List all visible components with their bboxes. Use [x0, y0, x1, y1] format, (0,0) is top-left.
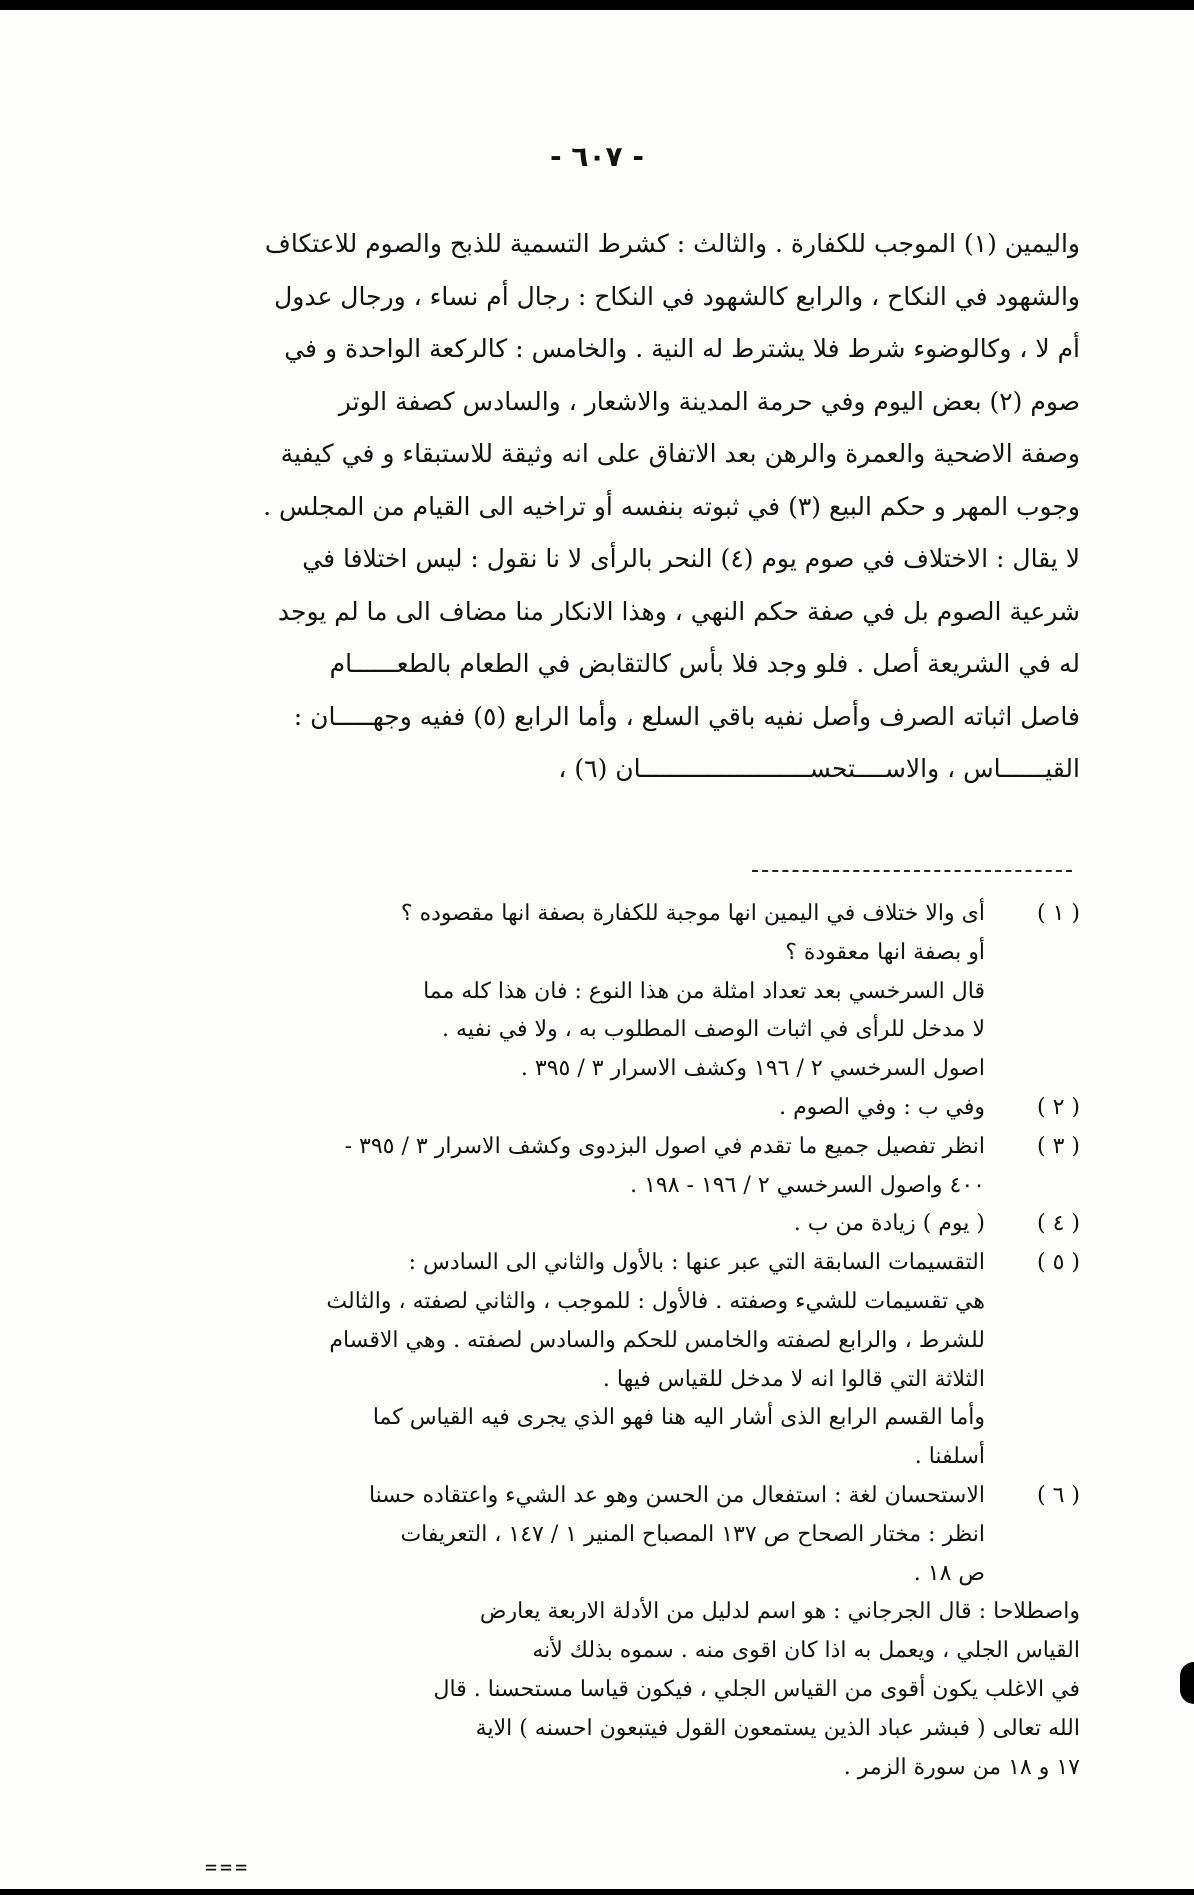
scan-edge-mark [1180, 1662, 1194, 1704]
main-text-line: صوم (٢) بعض اليوم وفي حرمة المدينة والاشعار ، والسادس كصفة الوتر [338, 386, 1080, 416]
footnote-line: الاستحسان لغة : استفعال من الحسن وهو عد الشيء واعتقاده حسنا [368, 1482, 985, 1508]
footnote-line: وفي ب : وفي الصوم . [779, 1094, 985, 1120]
footnote-number: ( ٣ ) [1037, 1133, 1080, 1159]
footnote [140, 1477, 1080, 1593]
main-text-line: وجوب المهر و حكم البيع (٣) في ثبوته بنفسه أو تراخيه الى القيام من المجلس . [263, 491, 1080, 521]
footnote-line: لا مدخل للرأى في اثبات الوصف المطلوب به ، ولا في نفيه . [442, 1017, 985, 1043]
footnote-line: أى والا ختلاف في اليمين انها موجبة للكفارة بصفة انها مقصوده ؟ [400, 901, 985, 926]
footnote-line: الثلاثة التي قالوا انه لا مدخل للقياس فيها . [602, 1366, 985, 1392]
footnote-number: ( ٥ ) [1037, 1250, 1080, 1276]
footnote-body [140, 895, 985, 1089]
main-text-line: له في الشريعة أصل . فلو وجد فلا بأس كالتقابض في الطعام بالطعــــــام [329, 649, 1080, 678]
footnote-line: هي تقسيمات للشيء وصفته . فالأول : للموجب ، والثاني لصفته ، والثالث [326, 1288, 985, 1314]
footnote-line: ١٧ و ١٨ من سورة الزمر . [843, 1754, 1080, 1780]
main-text-line: القيــــــاس ، والاســــتحســـــــــــــــــــــــان (٦) ، [558, 754, 1080, 783]
footnote-number: ( ٢ ) [1037, 1094, 1080, 1120]
footnote-body [140, 1477, 985, 1593]
scan-bottom-edge [0, 1889, 1194, 1895]
footnote-number: ( ٦ ) [1037, 1482, 1080, 1508]
footnote [140, 895, 1080, 1089]
footnote-line: أو بصفة انها معقودة ؟ [785, 939, 985, 965]
footnote-line: انظر تفصيل جميع ما تقدم في اصول البزدوى وكشف الاسرار ٣ / ٣٩٥ - [344, 1133, 985, 1159]
footnote-line: قال السرخسي بعد تعداد امثلة من هذا النوع : فان هذا كله مما [423, 978, 985, 1004]
footnote-body [140, 1089, 985, 1128]
footnote [140, 1128, 1080, 1206]
footnote-line: اصول السرخسي ٢ / ١٩٦ وكشف الاسرار ٣ / ٣٩٥ . [520, 1056, 985, 1082]
footnote-line: الله تعالى ( فبشر عباد الذين يستمعون القول فيتبعون احسنه ) الاية [475, 1715, 1080, 1741]
footnote-body [140, 1128, 985, 1206]
footnote-separator [752, 870, 1072, 872]
main-text-line: لا يقال : الاختلاف في صوم يوم (٤) النحر بالرأى لا نا نقول : ليس اختلافا في [302, 544, 1080, 573]
footnote [140, 1089, 1080, 1128]
main-text-line: شرعية الصوم بل في صفة حكم النهي ، وهذا الانكار منا مضاف الى ما لم يوجد [277, 596, 1080, 626]
footnote-line: ( يوم ) زيادة من ب . [793, 1211, 985, 1237]
footnote-line: أسلفنا . [914, 1444, 985, 1470]
footnote-number: ( ٤ ) [1037, 1211, 1080, 1237]
footnote-body [140, 1205, 985, 1244]
footnote-line: وأما القسم الرابع الذى أشار اليه هنا فهو الذي يجرى فيه القياس كما [372, 1405, 985, 1431]
footnotes [140, 895, 1080, 1787]
footnote [140, 1244, 1080, 1477]
main-text-line: أم لا ، وكالوضوء شرط فلا يشترط له النية . والخامس : كالركعة الواحدة و في [284, 334, 1080, 363]
footnote-line: القياس الجلي ، ويعمل به اذا كان اقوى منه . سموه بذلك لأنه [532, 1638, 1080, 1664]
footnote-line: للشرط ، والرابع لصفته والخامس للحكم والسادس لصفته . وهي الاقسام [329, 1327, 985, 1353]
end-mark: === [205, 1855, 251, 1879]
main-text [165, 218, 1080, 796]
footnote-number: ( ١ ) [1037, 901, 1080, 926]
main-text-line: والشهود في النكاح ، والرابع كالشهود في النكاح : رجال أم نساء ، ورجال عدول [274, 281, 1080, 311]
main-text-line: وصفة الاضحية والعمرة والرهن بعد الاتفاق على انه وثيقة للاستبقاء و في كيفية [280, 439, 1080, 468]
footnote-line: انظر : مختار الصحاح ص ١٣٧ المصباح المنير ١ / ١٤٧ ، التعريفات [400, 1521, 985, 1547]
main-text-line: فاصل اثباته الصرف وأصل نفيه باقي السلع ، وأما الرابع (٥) ففيه وجهـــــان : [293, 701, 1080, 731]
page-number: - ٦٠٧ - [549, 140, 645, 173]
footnote [140, 1205, 1080, 1244]
footnote-line: في الاغلب يكون أقوى من القياس الجلي ، فيكون قياسا مستحسنا . قال [433, 1676, 1080, 1702]
footnote-line: ٤٠٠ واصول السرخسي ٢ / ١٩٦ - ١٩٨ . [630, 1172, 985, 1198]
footnote-line: واصطلاحا : قال الجرجاني : هو اسم لدليل من الأدلة الاربعة يعارض [479, 1599, 1080, 1625]
footnote-body [140, 1244, 985, 1477]
main-text-line: واليمين (١) الموجب للكفارة . والثالث : كشرط التسمية للذبح والصوم للاعتكاف [264, 229, 1080, 258]
footnote-continuation [140, 1593, 1080, 1787]
footnote-line: التقسيمات السابقة التي عبر عنها : بالأول والثاني الى السادس : [408, 1250, 985, 1276]
scan-top-edge [0, 0, 1194, 10]
footnote-line: ص ١٨ . [913, 1560, 985, 1586]
